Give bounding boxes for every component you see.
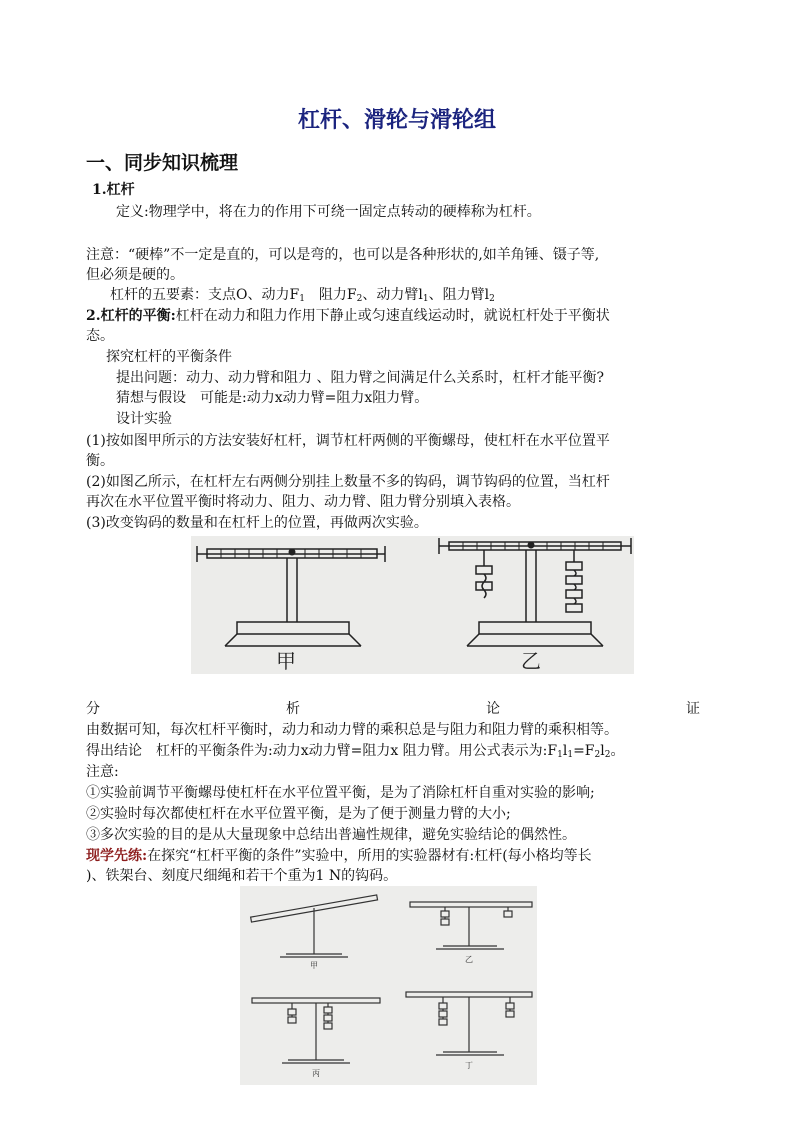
design: 设计实验 <box>116 411 172 427</box>
note2-title: 注意: <box>86 764 119 780</box>
analysis-line2: 由数据可知，每次杠杆平衡时，动力和动力臂的乘积总是与阻力和阻力臂的乘积相等。 <box>86 722 618 738</box>
note1-line1: 注意：“硬棒”不一定是直的，可以是弯的，也可以是各种形状的,如羊角锤、镊子等, <box>86 247 600 263</box>
figure2-label-yi: 乙 <box>465 955 473 964</box>
explore-title: 探究杠杆的平衡条件 <box>106 349 232 365</box>
figure2-label-jia: 甲 <box>310 961 318 970</box>
figure-label-yi: 乙 <box>521 649 541 673</box>
figure-label-jia: 甲 <box>276 649 296 673</box>
practice-line1: 现学先练:在探究“杠杆平衡的条件”实验中，所用的实验器材有:杠杆(每小格均等长 <box>86 848 592 864</box>
lever-heading: 1.杠杆 <box>92 182 135 198</box>
question: 提出问题：动力、动力臂和阻力 、阻力臂之间满足什么关系时，杠杆才能平衡? <box>116 370 604 386</box>
analysis-line1: 分 析 论 证 <box>86 701 700 717</box>
lever-figure-1 <box>191 536 634 674</box>
practice-line2: )、铁架台、刻度尺细绳和若干个重为1 N的钩码。 <box>86 868 398 884</box>
step1-line1: (1)按如图甲所示的方法安装好杠杆，调节杠杆两侧的平衡螺母，使杠杆在水平位置平 <box>86 433 610 449</box>
figure2-label-bing: 丙 <box>312 1069 320 1078</box>
step1-line2: 衡。 <box>86 453 114 469</box>
guess: 猜想与假设 可能是:动力x动力臂=阻力x阻力臂。 <box>116 390 429 406</box>
five-elements: 杠杆的五要素：支点O、动力$F_1$ 阻力$F_2$、动力臂$l_1$、阻力臂$l_2$ <box>110 287 495 304</box>
step2-line1: (2)如图乙所示，在杠杆左右两侧分别挂上数量不多的钩码，调节钩码的位置，当杠杆 <box>86 474 610 490</box>
figure2-label-ding: 丁 <box>465 1061 473 1070</box>
section-heading: 一、同步知识梳理 <box>86 152 239 174</box>
doc-title: 杠杆、滑轮与滑轮组 <box>297 107 496 133</box>
conclusion: 得出结论 杠杆的平衡条件为:动力x动力臂=阻力x 阻力臂。用公式表示为$:F_1l_1=F_2l_2$。 <box>86 743 625 760</box>
balance-line2: 态。 <box>86 328 114 344</box>
step3: (3)改变钩码的数量和在杠杆上的位置，再做两次实验。 <box>86 515 428 531</box>
lever-figure-2 <box>240 886 537 1085</box>
note2-item3: ③多次实验的目的是从大量现象中总结出普遍性规律，避免实验结论的偶然性。 <box>86 827 576 843</box>
step2-line2: 再次在水平位置平衡时将动力、阻力、动力臂、阻力臂分别填入表格。 <box>86 494 520 510</box>
note1-line2: 但必须是硬的。 <box>86 267 184 283</box>
lever-definition: 定义:物理学中，将在力的作用下可绕一固定点转动的硬棒称为杠杆。 <box>116 204 541 220</box>
note2-item1: ①实验前调节平衡螺母使杠杆在水平位置平衡，是为了消除杠杆自重对实验的影响; <box>86 785 595 801</box>
note2-item2: ②实验时每次都使杠杆在水平位置平衡，是为了便于测量力臂的大小; <box>86 806 511 822</box>
balance-line1: 2.杠杆的平衡:杠杆在动力和阻力作用下静止或匀速直线运动时，就说杠杆处于平衡状 <box>86 308 610 324</box>
